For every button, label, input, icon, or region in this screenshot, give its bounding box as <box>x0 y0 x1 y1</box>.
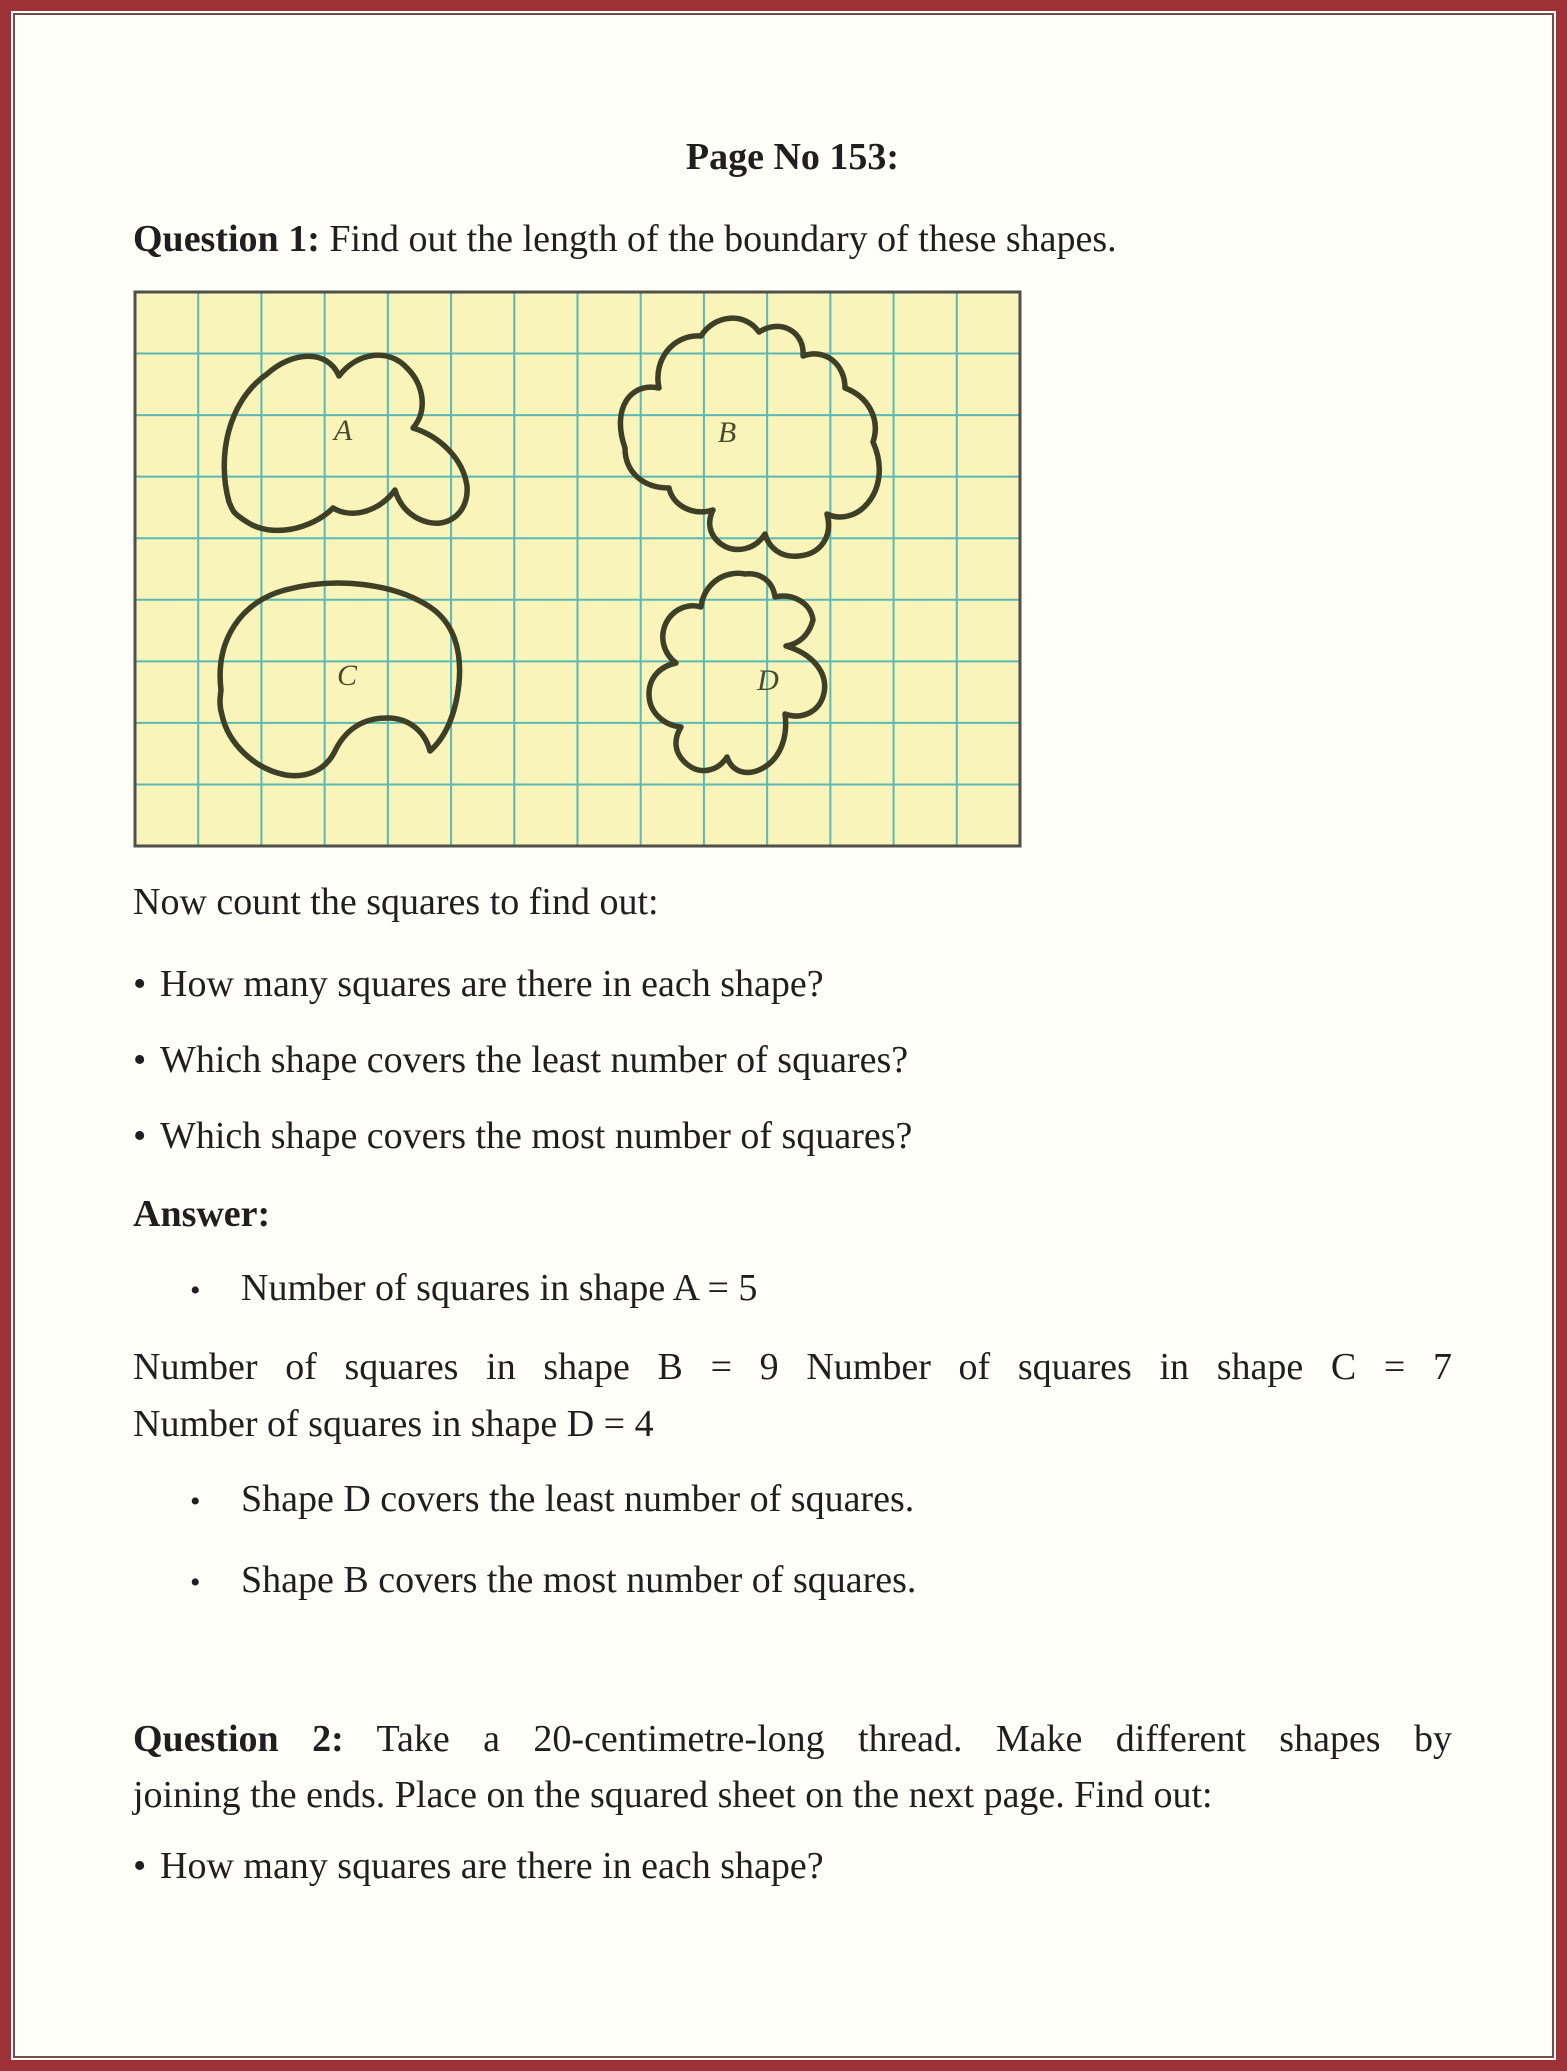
question2-text-line1: Take a 20-centimetre-long thread. Make different shapes by <box>376 1718 1452 1760</box>
shape-d-label: D <box>757 664 779 697</box>
prompt-bullet-text: How many squares are there in each shape? <box>160 963 824 1005</box>
page-content <box>15 134 1552 1890</box>
bullet-icon: • <box>190 1566 201 1599</box>
question1-paragraph <box>133 216 1452 263</box>
conclusion-bullet-item <box>133 1557 1452 1606</box>
conclusion-bullet-text: Shape D covers the least number of squares. <box>241 1478 915 1520</box>
answer-heading: Answer: <box>133 1193 271 1235</box>
shape-c-label: C <box>336 659 358 692</box>
prompt-bullet-item <box>133 961 1452 1008</box>
prompt-bullet-text: Which shape covers the most number of squares? <box>160 1115 913 1157</box>
bullet-icon: • <box>190 1485 201 1518</box>
answer-bullet-item <box>133 1265 1452 1314</box>
prompt-bullet-item <box>133 1037 1452 1084</box>
bullet-icon: • <box>133 963 147 1005</box>
answer-paragraph-line1: Number of squares in shape B = 9 Number of squares in shape C = 7 <box>133 1346 1452 1388</box>
bullet-icon: • <box>133 1845 147 1887</box>
shape-a-label: A <box>333 414 353 447</box>
conclusion-bullet-text: Shape B covers the most number of squares. <box>241 1559 917 1601</box>
question2-bullet-text: How many squares are there in each shape? <box>160 1845 824 1887</box>
question2-line1 <box>133 1711 1452 1767</box>
count-prompt: Now count the squares to find out: <box>133 881 659 923</box>
prompt-bullet-text: Which shape covers the least number of squares? <box>160 1039 909 1081</box>
bullet-icon: • <box>133 1039 147 1081</box>
question2-bullet-item <box>133 1843 1452 1890</box>
page-inner-border <box>13 13 1554 2058</box>
question2-line2: joining the ends. Place on the squared sheet on the next page. Find out: <box>133 1774 1213 1816</box>
bullet-icon: • <box>190 1274 201 1307</box>
prompt-bullet-item <box>133 1113 1452 1160</box>
answer-bullet-text: Number of squares in shape A = 5 <box>241 1267 758 1309</box>
page-title: Page No 153: <box>685 136 900 178</box>
question2-label: Question 2: <box>133 1718 344 1760</box>
question1-label: Question 1: <box>133 218 320 260</box>
squared-grid-figure <box>133 290 1022 848</box>
shape-b-label: B <box>717 416 737 449</box>
question2-paragraph <box>133 1711 1452 1823</box>
grid-figure-svg <box>133 290 1022 848</box>
question1-text: Find out the length of the boundary of these shapes. <box>329 218 1117 260</box>
answer-paragraph <box>133 1339 1452 1453</box>
conclusion-bullet-item <box>133 1476 1452 1525</box>
answer-paragraph-line2: Number of squares in shape D = 4 <box>133 1403 654 1445</box>
bullet-icon: • <box>133 1115 147 1157</box>
